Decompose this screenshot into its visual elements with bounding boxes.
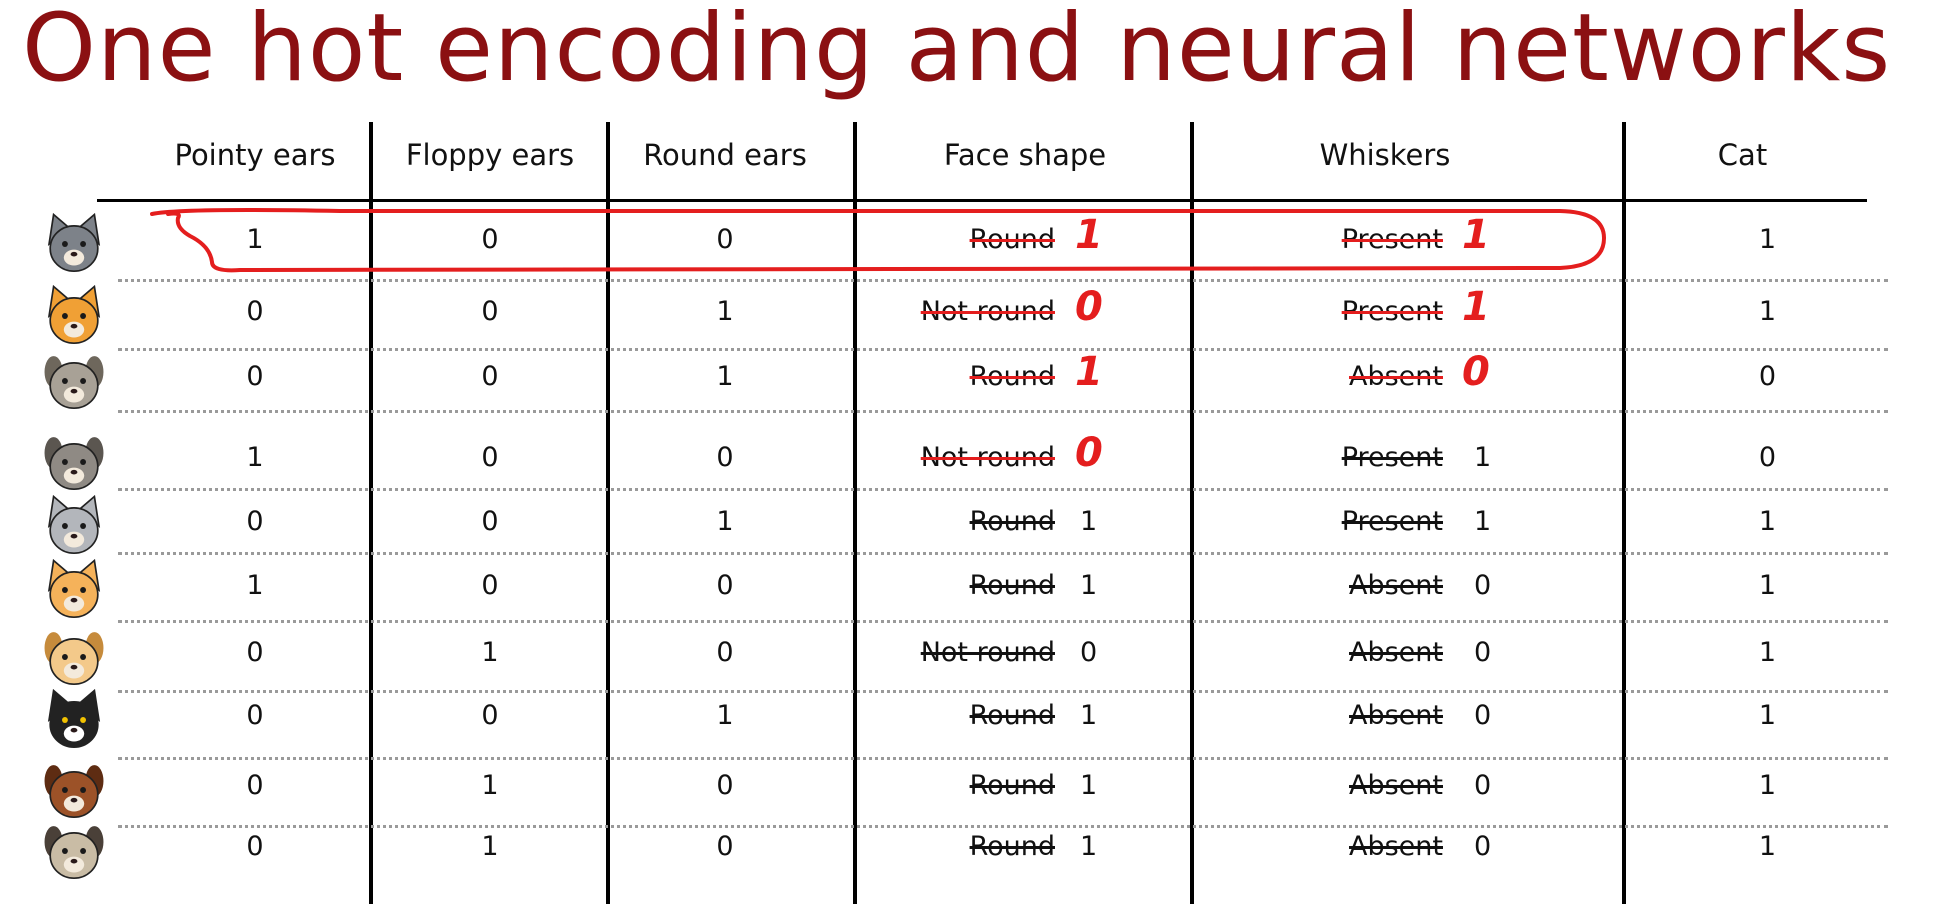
bear-dog-icon <box>40 347 108 415</box>
face-shape-onehot: 1 <box>1080 506 1098 537</box>
cat-label-value: 1 <box>1758 296 1777 327</box>
header-face-shape: Face shape <box>943 138 1107 172</box>
row-separator <box>118 348 1888 351</box>
whiskers-word: Absent <box>1349 770 1443 801</box>
gray-cat-small-icon <box>40 492 108 560</box>
face-shape-onehot: 1 <box>1075 212 1103 258</box>
pointy-ears-value: 0 <box>246 831 264 862</box>
face-shape-onehot: 0 <box>1080 637 1098 668</box>
cat-label-value: 1 <box>1758 224 1777 255</box>
header-round-ears: Round ears <box>643 138 807 172</box>
face-shape-onehot: 1 <box>1075 349 1103 395</box>
row-separator <box>118 488 1888 491</box>
cat-label-value: 1 <box>1758 506 1777 537</box>
tuxedo-cat-icon <box>40 686 108 754</box>
face-shape-word: Not round <box>920 442 1055 473</box>
pointy-ears-value: 1 <box>246 442 264 473</box>
whiskers-word: Present <box>1341 296 1443 327</box>
face-shape-word: Round <box>969 361 1055 392</box>
whiskers-onehot: 1 <box>1462 284 1490 330</box>
whiskers-word: Absent <box>1349 637 1443 668</box>
cat-label-value: 0 <box>1758 361 1777 392</box>
face-shape-onehot: 1 <box>1080 770 1098 801</box>
face-shape-word: Round <box>969 506 1055 537</box>
pug-dog-icon <box>40 817 108 885</box>
floppy-ears-value: 0 <box>481 442 499 473</box>
round-ears-value: 0 <box>716 570 734 601</box>
row-separator <box>118 410 1888 413</box>
row-separator <box>118 279 1888 282</box>
face-shape-word: Round <box>969 570 1055 601</box>
row-separator <box>118 825 1888 828</box>
row-separator <box>118 552 1888 555</box>
round-ears-value: 1 <box>716 296 734 327</box>
pointy-ears-value: 0 <box>246 637 264 668</box>
pointy-ears-value: 0 <box>246 770 264 801</box>
page-title: One hot encoding and neural networks <box>22 0 1892 103</box>
header-pointy-ears: Pointy ears <box>174 138 336 172</box>
floppy-ears-value: 1 <box>481 831 499 862</box>
ginger-cat-icon <box>40 556 108 624</box>
row-separator <box>118 757 1888 760</box>
round-ears-value: 1 <box>716 361 734 392</box>
wolf-icon <box>40 428 108 496</box>
round-ears-value: 0 <box>716 637 734 668</box>
floppy-ears-value: 0 <box>481 700 499 731</box>
floppy-ears-value: 0 <box>481 224 499 255</box>
whiskers-onehot: 0 <box>1474 570 1492 601</box>
row-separator <box>118 690 1888 693</box>
whiskers-word: Absent <box>1349 570 1443 601</box>
face-shape-onehot: 1 <box>1080 570 1098 601</box>
round-ears-value: 0 <box>716 224 734 255</box>
header-floppy-ears: Floppy ears <box>405 138 575 172</box>
brown-dog-icon <box>40 756 108 824</box>
face-shape-word: Round <box>969 831 1055 862</box>
whiskers-word: Present <box>1341 442 1443 473</box>
row-separator <box>118 620 1888 623</box>
pointy-ears-value: 1 <box>246 224 264 255</box>
whiskers-word: Present <box>1341 506 1443 537</box>
face-shape-word: Not round <box>920 637 1055 668</box>
pointy-ears-value: 0 <box>246 361 264 392</box>
round-ears-value: 1 <box>716 700 734 731</box>
floppy-ears-value: 1 <box>481 637 499 668</box>
cat-label-value: 1 <box>1758 831 1777 862</box>
floppy-ears-value: 0 <box>481 570 499 601</box>
whiskers-onehot: 0 <box>1474 637 1492 668</box>
pointy-ears-value: 0 <box>246 296 264 327</box>
face-shape-word: Round <box>969 700 1055 731</box>
whiskers-word: Absent <box>1349 700 1443 731</box>
floppy-ears-value: 0 <box>481 296 499 327</box>
header-cat: Cat <box>1717 138 1768 172</box>
orange-cat-icon <box>40 282 108 350</box>
whiskers-onehot: 0 <box>1474 831 1492 862</box>
whiskers-onehot: 0 <box>1474 700 1492 731</box>
face-shape-onehot: 0 <box>1075 284 1103 330</box>
round-ears-value: 1 <box>716 506 734 537</box>
pointy-ears-value: 0 <box>246 700 264 731</box>
whiskers-onehot: 1 <box>1474 442 1492 473</box>
round-ears-value: 0 <box>716 442 734 473</box>
floppy-ears-value: 1 <box>481 770 499 801</box>
golden-dog-icon <box>40 623 108 691</box>
pointy-ears-value: 1 <box>246 570 264 601</box>
cat-label-value: 1 <box>1758 700 1777 731</box>
whiskers-onehot: 1 <box>1462 212 1490 258</box>
face-shape-onehot: 0 <box>1075 430 1103 476</box>
cat-label-value: 1 <box>1758 770 1777 801</box>
whiskers-onehot: 0 <box>1474 770 1492 801</box>
gray-cat-icon <box>40 210 108 278</box>
round-ears-value: 0 <box>716 831 734 862</box>
face-shape-onehot: 1 <box>1080 700 1098 731</box>
face-shape-onehot: 1 <box>1080 831 1098 862</box>
face-shape-word: Round <box>969 224 1055 255</box>
header-whiskers: Whiskers <box>1319 138 1451 172</box>
whiskers-onehot: 0 <box>1462 349 1490 395</box>
pointy-ears-value: 0 <box>246 506 264 537</box>
whiskers-onehot: 1 <box>1474 506 1492 537</box>
floppy-ears-value: 0 <box>481 506 499 537</box>
floppy-ears-value: 0 <box>481 361 499 392</box>
face-shape-word: Not round <box>920 296 1055 327</box>
whiskers-word: Absent <box>1349 831 1443 862</box>
whiskers-word: Absent <box>1349 361 1443 392</box>
round-ears-value: 0 <box>716 770 734 801</box>
cat-label-value: 1 <box>1758 570 1777 601</box>
whiskers-word: Present <box>1341 224 1443 255</box>
face-shape-word: Round <box>969 770 1055 801</box>
cat-label-value: 1 <box>1758 637 1777 668</box>
cat-label-value: 0 <box>1758 442 1777 473</box>
